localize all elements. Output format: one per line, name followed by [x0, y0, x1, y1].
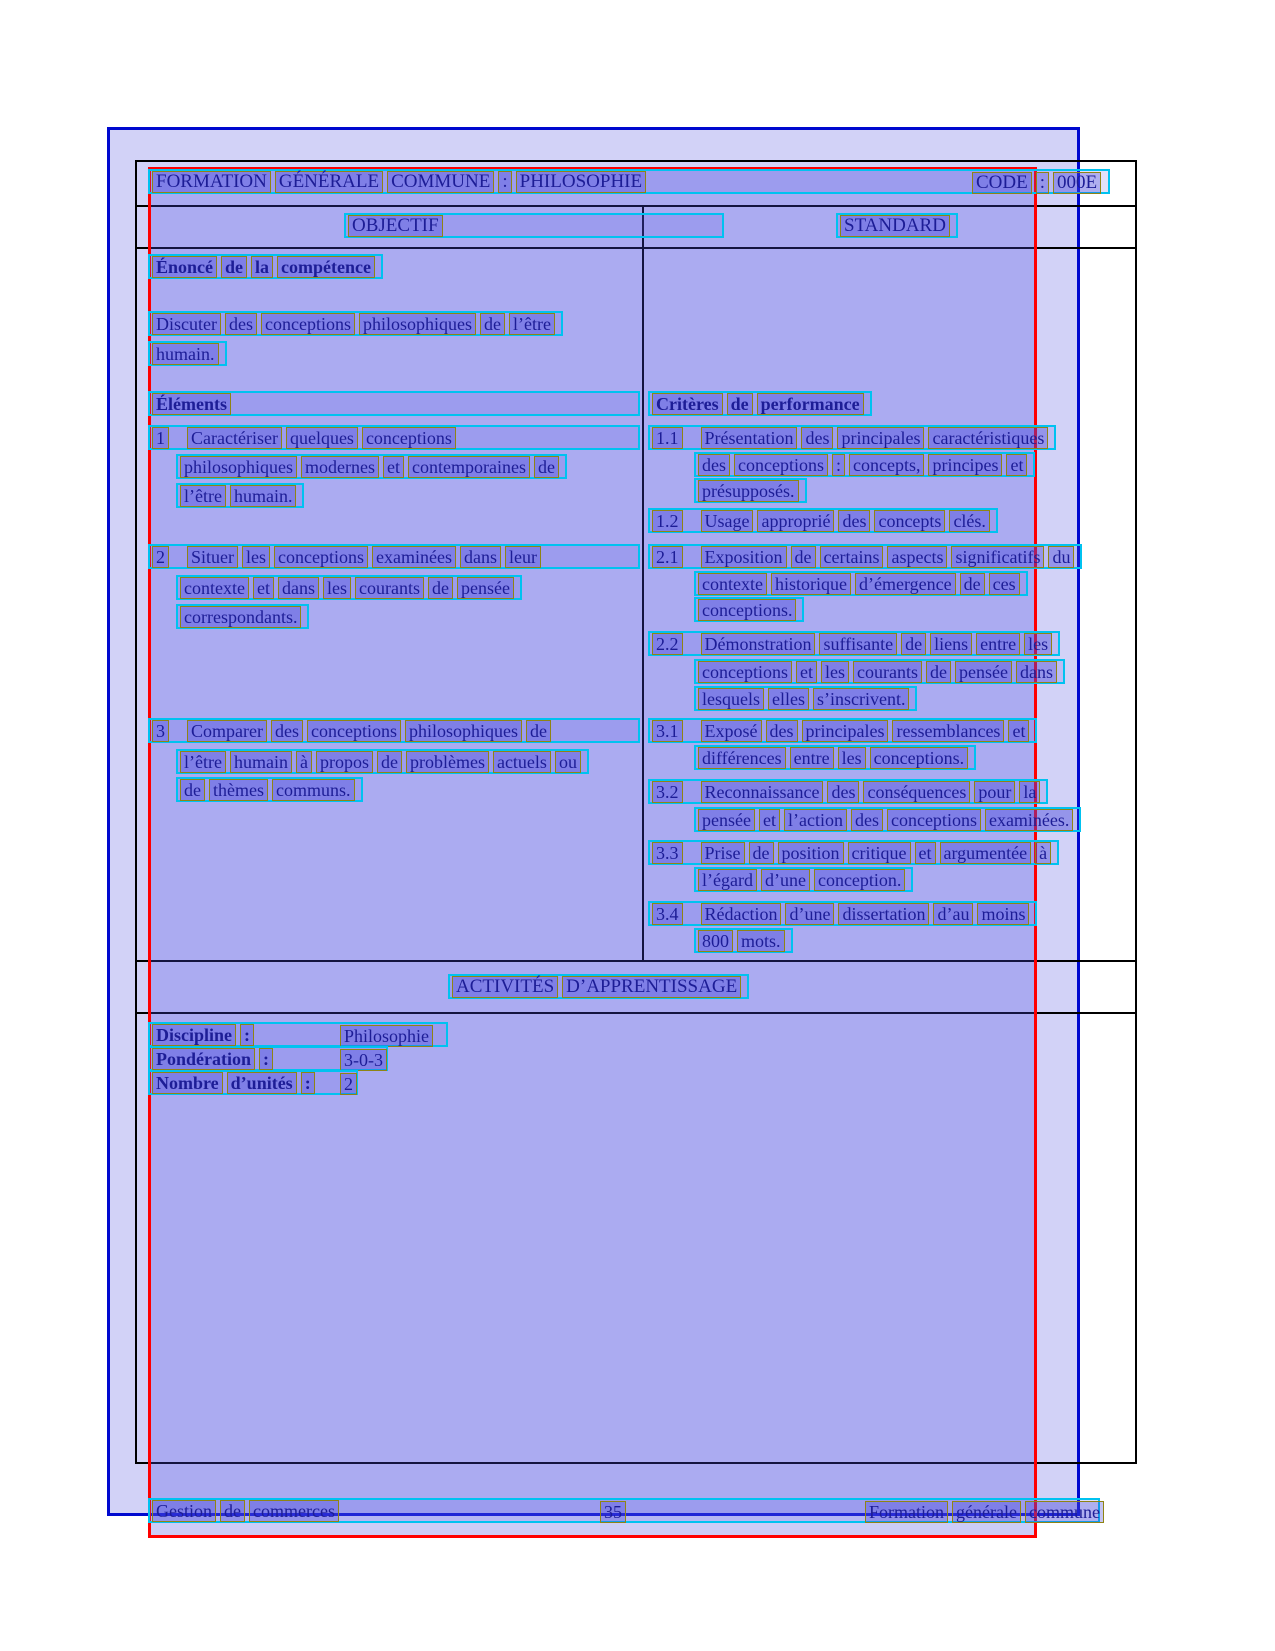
word-box: OBJECTIF — [348, 215, 443, 237]
word-box: dans — [278, 577, 319, 599]
word-box: dans — [1016, 661, 1057, 683]
discipline-row — [148, 1022, 448, 1047]
element-3-line — [148, 718, 640, 743]
item-number: 1.1 — [652, 427, 683, 449]
word-box: 000E — [1053, 172, 1101, 194]
word-box: des — [851, 809, 883, 831]
word-box: les — [242, 546, 270, 568]
item-number: 2 — [152, 546, 169, 568]
item-number: 3.4 — [652, 903, 683, 925]
word-box: ressemblances — [892, 720, 1004, 742]
word-box: Prise — [701, 842, 745, 864]
word-box: conceptions — [887, 809, 981, 831]
word-box: Exposition — [701, 546, 787, 568]
footer-line — [148, 1498, 1100, 1523]
word-box: et — [796, 661, 817, 683]
word-box: 800 — [698, 930, 733, 952]
word-box: dans — [460, 546, 501, 568]
footer-right — [865, 1501, 1108, 1523]
word-box: humain. — [230, 485, 297, 507]
word-box: critique — [848, 842, 911, 864]
word-box: : — [498, 171, 511, 193]
critere-3-1-line — [694, 745, 976, 770]
word-box: significatifs — [951, 546, 1044, 568]
element-3-line — [176, 749, 589, 774]
word-box: CODE — [972, 172, 1032, 194]
word-box: pour — [974, 781, 1015, 803]
word-box: clés. — [949, 510, 989, 532]
activites-heading — [448, 974, 749, 999]
critere-2-2-line — [694, 686, 917, 711]
word-box: de — [901, 633, 926, 655]
word-box: Présentation — [701, 427, 798, 449]
word-box: correspondants. — [180, 606, 301, 628]
word-box: de — [926, 661, 951, 683]
word-box: entre — [790, 747, 834, 769]
word-box: de — [180, 779, 205, 801]
footer-page-number — [600, 1501, 630, 1523]
word-box: leur — [505, 546, 541, 568]
critere-3-4-line — [694, 928, 793, 953]
word-box: GÉNÉRALE — [275, 171, 383, 193]
word-box: COMMUNE — [387, 171, 494, 193]
word-box: commune — [1025, 1501, 1104, 1523]
word-box: les — [1024, 633, 1052, 655]
word-box: conceptions — [307, 720, 401, 742]
ponderation-value — [340, 1049, 391, 1071]
element-1-line — [176, 454, 567, 479]
word-box: 35 — [600, 1501, 626, 1523]
word-box: conceptions — [362, 427, 456, 449]
word-box: de — [480, 313, 505, 335]
word-box: philosophiques — [405, 720, 522, 742]
word-box: Exposé — [701, 720, 762, 742]
word-box: de — [526, 720, 551, 742]
word-box: thèmes — [209, 779, 268, 801]
word-box: et — [915, 842, 936, 864]
word-box: l’être — [180, 485, 226, 507]
word-box: caractéristiques — [928, 427, 1048, 449]
word-box: lesquels — [698, 688, 764, 710]
item-number: 2.2 — [652, 633, 683, 655]
element-2-line — [176, 575, 522, 600]
title-line — [148, 169, 1110, 194]
word-box: principales — [802, 720, 889, 742]
word-box: propos — [316, 751, 373, 773]
unites-value — [340, 1073, 361, 1095]
word-box: conceptions. — [870, 747, 968, 769]
word-box: actuels — [493, 751, 551, 773]
word-box: s’inscrivent. — [813, 688, 909, 710]
word-box: et — [759, 809, 780, 831]
word-box: philosophiques — [359, 313, 476, 335]
word-box: des — [225, 313, 257, 335]
word-box: les — [838, 747, 866, 769]
word-box: : — [832, 454, 845, 476]
competence-heading — [148, 254, 383, 279]
word-box: présupposés. — [698, 480, 799, 502]
standard-header — [836, 213, 958, 238]
word-box: liens — [930, 633, 972, 655]
word-box: des — [698, 454, 730, 476]
word-box: de — [727, 393, 753, 415]
word-box: contexte — [180, 577, 249, 599]
word-box: ou — [555, 751, 581, 773]
word-box: des — [801, 427, 833, 449]
word-box: conceptions. — [698, 599, 796, 621]
competence-line — [148, 311, 563, 336]
unites-row — [148, 1070, 358, 1095]
word-box: certains — [820, 546, 884, 568]
word-box: l’égard — [698, 869, 757, 891]
critere-1-1-line — [694, 478, 807, 503]
word-box: l’être — [509, 313, 555, 335]
word-box: conception. — [814, 869, 905, 891]
word-box: Formation — [865, 1501, 948, 1523]
word-box: PHILOSOPHIE — [516, 171, 646, 193]
word-box: à — [1035, 842, 1051, 864]
word-box: historique — [771, 573, 851, 595]
word-box: générale — [952, 1501, 1021, 1523]
word-box: de — [960, 573, 985, 595]
word-box: principales — [837, 427, 924, 449]
word-box: conceptions — [261, 313, 355, 335]
word-box: des — [827, 781, 859, 803]
item-number: 1 — [152, 427, 169, 449]
word-box: d’une — [761, 869, 810, 891]
word-box: de — [749, 842, 774, 864]
critere-3-3-line — [694, 867, 913, 892]
element-1-line — [176, 483, 304, 508]
word-box: dissertation — [838, 903, 929, 925]
word-box: 3-0-3 — [340, 1049, 387, 1071]
word-box: quelques — [286, 427, 358, 449]
word-box: et — [383, 456, 404, 478]
objectif-header — [344, 213, 724, 238]
word-box: argumentée — [940, 842, 1032, 864]
word-box: Rédaction — [701, 903, 782, 925]
item-number: 3.1 — [652, 720, 683, 742]
word-box: conséquences — [863, 781, 970, 803]
word-box: pensée — [698, 809, 755, 831]
word-box: de — [534, 456, 559, 478]
word-box: d’une — [785, 903, 834, 925]
critere-2-1-line — [648, 544, 1082, 569]
critere-2-2-line — [694, 659, 1065, 684]
word-box: à — [296, 751, 312, 773]
word-box: du — [1048, 546, 1074, 568]
word-box: position — [778, 842, 844, 864]
critere-3-3-line — [648, 840, 1059, 865]
word-box: D’APPRENTISSAGE — [562, 976, 741, 998]
word-box: Reconnaissance — [701, 781, 824, 803]
word-box: compétence — [277, 256, 375, 278]
word-box: contemporaines — [408, 456, 530, 478]
word-box: concepts, — [849, 454, 924, 476]
element-3-line — [176, 777, 363, 802]
criteres-heading — [648, 391, 872, 416]
word-box: conceptions — [698, 661, 792, 683]
word-box: d’émergence — [855, 573, 956, 595]
word-box: aspects — [887, 546, 947, 568]
word-box: problèmes — [406, 751, 489, 773]
word-box: les — [323, 577, 351, 599]
element-2-line — [148, 544, 640, 569]
element-2-line — [176, 604, 309, 629]
word-box: modernes — [301, 456, 379, 478]
word-box: Éléments — [152, 393, 231, 415]
word-box: Critères — [652, 393, 723, 415]
critere-1-1-line — [694, 452, 1035, 477]
item-number: 1.2 — [652, 510, 683, 532]
word-box: de — [428, 577, 453, 599]
code-label — [972, 172, 1105, 194]
word-box: moins — [977, 903, 1029, 925]
item-number: 3 — [152, 720, 169, 742]
word-box: communs. — [272, 779, 355, 801]
competence-line — [148, 341, 227, 366]
word-box: 2 — [340, 1073, 357, 1095]
word-box: Nombre — [152, 1072, 223, 1094]
word-box: Énoncé — [152, 256, 217, 278]
word-box: courants — [853, 661, 922, 683]
word-box: entre — [976, 633, 1020, 655]
word-box: la — [1019, 781, 1040, 803]
word-box: humain — [230, 751, 292, 773]
word-box: des — [271, 720, 303, 742]
word-box: et — [1008, 720, 1029, 742]
word-box: examinées — [372, 546, 456, 568]
word-box: de — [791, 546, 816, 568]
word-box: commerces — [249, 1500, 339, 1522]
word-box: conceptions — [734, 454, 828, 476]
critere-3-1-line — [648, 718, 1037, 743]
word-box: différences — [698, 747, 786, 769]
word-box: Pondération — [152, 1048, 255, 1070]
word-box: d’unités — [227, 1072, 297, 1094]
word-box: des — [766, 720, 798, 742]
word-box: suffisante — [819, 633, 897, 655]
word-box: elles — [768, 688, 809, 710]
ponderation-row — [148, 1046, 388, 1071]
word-box: pensée — [457, 577, 514, 599]
word-box: et — [1006, 454, 1027, 476]
word-box: de — [221, 256, 247, 278]
word-box: : — [259, 1048, 273, 1070]
critere-3-4-line — [648, 901, 1037, 926]
critere-1-2-line — [648, 508, 998, 533]
word-box: l’action — [784, 809, 847, 831]
item-number: 3.3 — [652, 842, 683, 864]
critere-2-1-line — [694, 571, 1028, 596]
word-box: Philosophie — [340, 1025, 433, 1047]
word-box: mots. — [737, 930, 785, 952]
word-box: de — [220, 1500, 245, 1522]
word-box: STANDARD — [840, 215, 950, 237]
word-box: Caractériser — [187, 427, 282, 449]
word-box: conceptions — [274, 546, 368, 568]
word-box: Comparer — [187, 720, 267, 742]
word-box: philosophiques — [180, 456, 297, 478]
critere-2-1-line — [694, 597, 804, 622]
word-box: contexte — [698, 573, 767, 595]
elements-heading — [148, 391, 640, 416]
critere-2-2-line — [648, 631, 1060, 656]
word-box: Discuter — [152, 313, 221, 335]
word-box: humain. — [152, 343, 219, 365]
word-box: la — [251, 256, 273, 278]
word-box: ACTIVITÉS — [452, 976, 558, 998]
word-box: d’au — [933, 903, 973, 925]
word-box: : — [240, 1024, 254, 1046]
word-box: Usage — [701, 510, 754, 532]
critere-3-2-line — [648, 779, 1048, 804]
word-box: : — [301, 1072, 315, 1094]
word-box: approprié — [757, 510, 834, 532]
word-box: examinées. — [985, 809, 1073, 831]
word-box: courants — [355, 577, 424, 599]
word-box: de — [377, 751, 402, 773]
word-box: : — [1036, 172, 1049, 194]
word-box: Démonstration — [701, 633, 816, 655]
word-box: les — [821, 661, 849, 683]
word-box: Discipline — [152, 1024, 236, 1046]
word-box: ces — [989, 573, 1020, 595]
word-box: Situer — [187, 546, 238, 568]
word-box: et — [253, 577, 274, 599]
critere-1-1-line — [648, 425, 1056, 450]
word-box: concepts — [874, 510, 945, 532]
word-box: FORMATION — [152, 171, 271, 193]
word-box: Gestion — [152, 1500, 216, 1522]
critere-3-2-line — [694, 807, 1081, 832]
word-box: pensée — [955, 661, 1012, 683]
word-box: performance — [757, 393, 864, 415]
word-box: principes — [928, 454, 1002, 476]
item-number: 3.2 — [652, 781, 683, 803]
item-number: 2.1 — [652, 546, 683, 568]
element-1-line — [148, 425, 640, 450]
word-box: l’être — [180, 751, 226, 773]
word-box: des — [838, 510, 870, 532]
discipline-value — [340, 1025, 437, 1047]
